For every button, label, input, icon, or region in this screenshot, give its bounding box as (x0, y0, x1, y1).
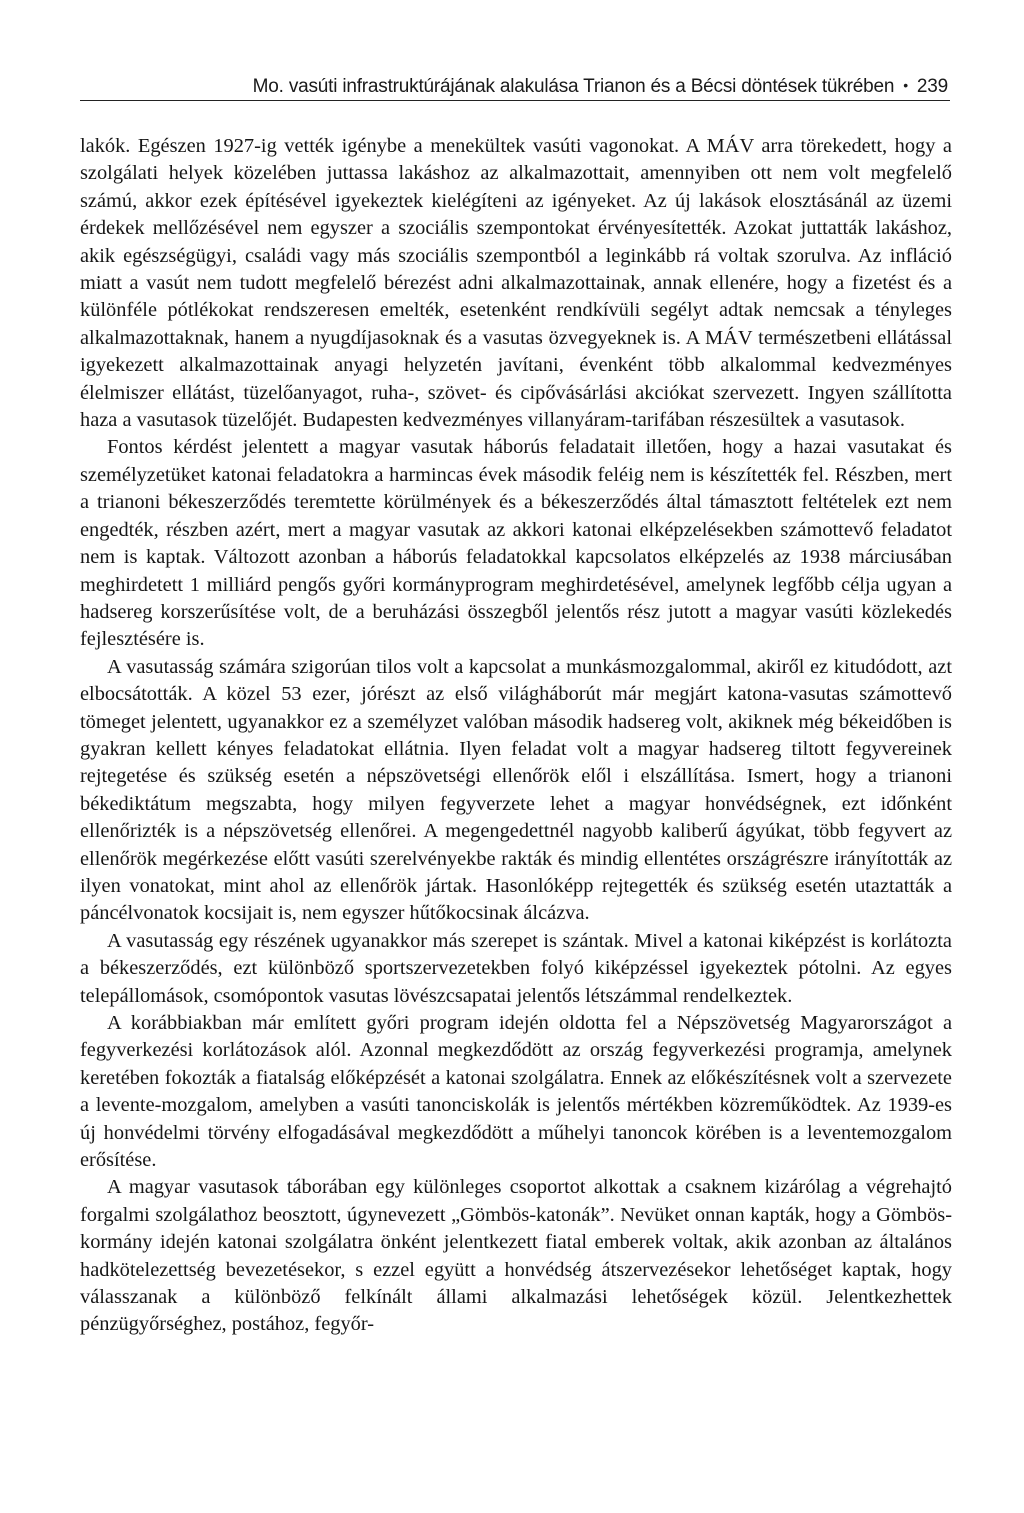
paragraph-continuation: lakók. Egészen 1927-ig vették igénybe a menekültek vasúti vagonokat. A MÁV arra törekedett, hogy a szolgálati helyek közelében juttassa lakáshoz az alkalmazottait, amennyiben ott nem volt megfelelő számú, akkor ezek építésével igyekeztek kielégíteni az igényeket. Az új lakások elosztásánál az üzemi érdekek mellőzésével nem egyszer a szociális szempontokat érvényesítették. Azokat juttatták lakáshoz, akik egészségügyi, családi vagy más szociális szempontból a leginkább rá voltak szorulva. Az infláció miatt a vasút nem tudott megfelelő bérezést adni alkalmazottainak, annak ellenére, hogy a fizetést és a különféle pótlékokat rendszeresen emelték, esetenként rendkívüli segélyt adtak nemcsak a tényleges alkalmazottaknak, hanem a nyugdíjasoknak és a vasutas özvegyeknek is. A MÁV természetbeni ellátással igyekezett alkalmazottainak anyagi helyzetén javítani, évenként több alkalommal kedvezményes élelmiszer ellátást, tüzelőanyagot, ruha-, szövet- és cipővásárlási akciókat szervezett. Ingyen szállította haza a vasutasok tüzelőjét. Budapesten kedvezményes villanyáram-tarifában részesültek a vasutasok. (80, 135, 952, 432)
paragraph-levente-movement: A korábbiakban már említett győri program idején oldotta fel a Népszövetség Magyarországot a fegyverkezési korlátozások alól. Azonnal megkezdődött az ország fegyverkezési programja, amelynek keretében fokozták a fiatalság előképzését a katonai szolgálatra. Ennek az előkészítésnek volt a szervezete a levente-mozgalom, amelyben a vasúti tanonciskolák is jelentős mértékben közreműködtek. Az 1939-es új honvédelmi törvény elfogadásával megkezdődött a műhelyi tanoncok körében is a leventemozgalom erősítése. (80, 1012, 952, 1172)
running-title: Mo. vasúti infrastruktúrájának alakulása Trianon és a Bécsi döntések tükrében (252, 76, 895, 97)
paragraph-labor-movement: A vasutasság számára szigorúan tilos volt a kapcsolat a munkásmozgalommal, akiről ez kitudódott, azt elbocsátották. A közel 53 ezer, jórészt az első világháborút már megjárt katona-vasutas számottevő tömeget jelentett, ugyanakkor ez a személyzet valóban második hadsereg volt, akiknek még békeidőben is gyakran kellett kényes feladatokat ellátnia. Ilyen feladat volt a magyar hadsereg tiltott fegyvereinek rejtegetése és szükség esetén a népszövetségi ellenőrök elől i elszállítása. Ismert, hogy a trianoni békediktátum megszabta, hogy milyen fegyverzete lehet a magyar honvédségnek, ezt időnként ellenőrizték is a népszövetség ellenőrei. A megengedettnél nagyobb kaliberű ágyúkat, több fegyvert az ellenőrök megérkezése előtt vasúti szerelvényekbe rakták és mindig ellentétes országrészre irányították az ilyen vonatokat, mint ahol az ellenőrök jártak. Hasonlóképp rejtegették és szükség esetén utaztatták a páncélvonatok kocsijait is, nem egyszer hűtőkocsinak álcázva. (80, 655, 952, 925)
body-text (80, 133, 952, 1339)
paragraph-war-tasks: Fontos kérdést jelentett a magyar vasutak háborús feladatait illetően, hogy a hazai vasutakat és személyzetüket katonai feladatokra a harmincas évek második feléig nem is készítették fel. Részben, mert a trianoni békeszerződés teremtette körülmények és a békeszerződés által támasztott feltételek ezt nem engedték, részben azért, mert a magyar vasutak az akkori katonai elképzelésekben számottevő feladatot nem is kaptak. Változott azonban a háborús feladatokkal kapcsolatos elképzelés az 1938 márciusában meghirdetett 1 milliárd pengős győri kormányprogram meghirdetésével, amelynek legfőbb célja ugyan a hadsereg korszerűsítése volt, de a beruházási összegből jelentős rész jutott a magyar vasúti közlekedés fejlesztésére is. (80, 436, 952, 651)
paragraph-gombos-soldiers: A magyar vasutasok táborában egy különleges csoportot alkottak a csaknem kizárólag a végrehajtó forgalmi szolgálathoz beosztott, úgynevezett „Gömbös-katonák”. Nevüket onnan kapták, hogy a Gömbös-kormány idején katonai szolgálatra önként jelentkezett fiatal emberek voltak, akik azonban az általános hadkötelezettség bevezetésekor, s ezzel együtt a honvédség átszervezésekor lehetőséget kaptak, hogy válasszanak a különböző felkínált állami alkalmazási lehetőségek közül. Jelentkezhettek pénzügyőrséghez, postához, fegyőr- (80, 1176, 952, 1336)
running-header (80, 70, 950, 101)
page-number: 239 (916, 76, 948, 97)
header-bullet: • (903, 77, 908, 93)
paragraph-sport-training: A vasutasság egy részének ugyanakkor más szerepet is szántak. Mivel a katonai kiképzést is korlátozta a békeszerződés, ezt különböző sportszervezetekben folyó kiképzéssel igyekeztek pótolni. Az egyes telepállomások, csomópontok vasutas lövészcsapatai jelentős létszámmal rendelkeztek. (80, 929, 952, 1007)
